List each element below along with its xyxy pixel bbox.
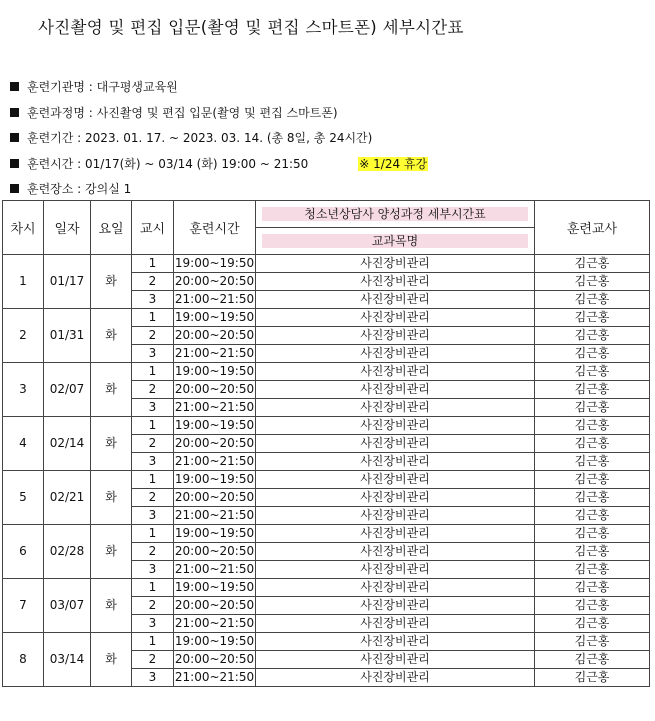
bullet-square-icon <box>10 82 19 91</box>
cell-day: 화 <box>91 363 132 417</box>
cell-period: 3 <box>132 291 174 309</box>
cell-time: 21:00~21:50 <box>174 507 256 525</box>
header-period: 교시 <box>132 201 174 255</box>
table-row <box>3 309 650 327</box>
table-row <box>3 579 650 597</box>
info-institution-text: 훈련기관명 : 대구평생교육원 <box>27 80 178 94</box>
cell-date: 01/17 <box>44 255 91 309</box>
cell-time: 21:00~21:50 <box>174 669 256 687</box>
header-subject-label: 교과목명 <box>262 234 528 248</box>
cell-teacher: 김근홍 <box>535 597 650 615</box>
cell-time: 21:00~21:50 <box>174 291 256 309</box>
cell-teacher: 김근홍 <box>535 363 650 381</box>
bullet-square-icon <box>10 184 19 193</box>
cell-round: 1 <box>3 255 44 309</box>
cell-period: 2 <box>132 381 174 399</box>
cell-round: 5 <box>3 471 44 525</box>
header-round: 차시 <box>3 201 44 255</box>
cell-period: 1 <box>132 309 174 327</box>
cell-subject: 사진장비관리 <box>256 255 535 273</box>
header-time: 훈련시간 <box>174 201 256 255</box>
info-course-text: 훈련과정명 : 사진촬영 및 편집 입문(촬영 및 편집 스마트폰) <box>27 106 338 120</box>
cell-teacher: 김근홍 <box>535 417 650 435</box>
cell-teacher: 김근홍 <box>535 561 650 579</box>
cell-period: 2 <box>132 327 174 345</box>
cell-date: 03/14 <box>44 633 91 687</box>
cell-time: 19:00~19:50 <box>174 579 256 597</box>
cell-period: 1 <box>132 633 174 651</box>
cell-period: 1 <box>132 471 174 489</box>
cell-period: 3 <box>132 345 174 363</box>
cell-subject: 사진장비관리 <box>256 309 535 327</box>
cell-period: 2 <box>132 651 174 669</box>
cell-period: 2 <box>132 273 174 291</box>
cell-time: 21:00~21:50 <box>174 453 256 471</box>
schedule-body <box>3 255 650 687</box>
cell-subject: 사진장비관리 <box>256 489 535 507</box>
cell-time: 20:00~20:50 <box>174 597 256 615</box>
cell-time: 19:00~19:50 <box>174 309 256 327</box>
cell-period: 1 <box>132 255 174 273</box>
cell-teacher: 김근홍 <box>535 273 650 291</box>
cell-teacher: 김근홍 <box>535 633 650 651</box>
info-time <box>10 155 428 172</box>
header-teacher: 훈련교사 <box>535 201 650 255</box>
cell-teacher: 김근홍 <box>535 255 650 273</box>
cell-subject: 사진장비관리 <box>256 543 535 561</box>
cell-teacher: 김근홍 <box>535 435 650 453</box>
cell-subject: 사진장비관리 <box>256 669 535 687</box>
cell-subject: 사진장비관리 <box>256 633 535 651</box>
cell-subject: 사진장비관리 <box>256 399 535 417</box>
cell-subject: 사진장비관리 <box>256 471 535 489</box>
cell-time: 21:00~21:50 <box>174 561 256 579</box>
cell-date: 02/14 <box>44 417 91 471</box>
cell-date: 02/21 <box>44 471 91 525</box>
cell-time: 21:00~21:50 <box>174 399 256 417</box>
cell-period: 2 <box>132 597 174 615</box>
table-row <box>3 471 650 489</box>
cell-period: 3 <box>132 507 174 525</box>
cell-day: 화 <box>91 255 132 309</box>
cell-time: 19:00~19:50 <box>174 633 256 651</box>
cell-subject: 사진장비관리 <box>256 453 535 471</box>
cell-subject: 사진장비관리 <box>256 579 535 597</box>
header-program-label: 청소년상담사 양성과정 세부시간표 <box>262 207 528 221</box>
cell-day: 화 <box>91 471 132 525</box>
info-course <box>10 104 338 121</box>
cell-subject: 사진장비관리 <box>256 417 535 435</box>
cell-day: 화 <box>91 417 132 471</box>
cell-time: 20:00~20:50 <box>174 651 256 669</box>
cell-subject: 사진장비관리 <box>256 363 535 381</box>
info-time-text: 훈련시간 : 01/17(화) ~ 03/14 (화) 19:00 ~ 21:50 <box>27 157 309 171</box>
cell-subject: 사진장비관리 <box>256 381 535 399</box>
cell-day: 화 <box>91 309 132 363</box>
table-row <box>3 417 650 435</box>
header-day: 요일 <box>91 201 132 255</box>
cell-teacher: 김근홍 <box>535 651 650 669</box>
cell-subject: 사진장비관리 <box>256 291 535 309</box>
cell-subject: 사진장비관리 <box>256 435 535 453</box>
cell-time: 19:00~19:50 <box>174 255 256 273</box>
cell-date: 02/07 <box>44 363 91 417</box>
page-title: 사진촬영 및 편집 입문(촬영 및 편집 스마트폰) 세부시간표 <box>38 18 464 37</box>
table-row <box>3 633 650 651</box>
cell-period: 3 <box>132 453 174 471</box>
cell-teacher: 김근홍 <box>535 615 650 633</box>
schedule-table <box>2 200 650 687</box>
cell-time: 20:00~20:50 <box>174 327 256 345</box>
cell-time: 20:00~20:50 <box>174 273 256 291</box>
cell-teacher: 김근홍 <box>535 669 650 687</box>
cell-period: 1 <box>132 525 174 543</box>
cell-round: 8 <box>3 633 44 687</box>
cell-time: 20:00~20:50 <box>174 489 256 507</box>
cell-period: 2 <box>132 435 174 453</box>
cell-teacher: 김근홍 <box>535 543 650 561</box>
cell-period: 2 <box>132 543 174 561</box>
bullet-square-icon <box>10 159 19 168</box>
cell-round: 7 <box>3 579 44 633</box>
cell-time: 19:00~19:50 <box>174 471 256 489</box>
cell-teacher: 김근홍 <box>535 327 650 345</box>
cell-subject: 사진장비관리 <box>256 327 535 345</box>
cell-teacher: 김근홍 <box>535 507 650 525</box>
cell-date: 02/28 <box>44 525 91 579</box>
cell-period: 3 <box>132 615 174 633</box>
bullet-square-icon <box>10 108 19 117</box>
cell-period: 2 <box>132 489 174 507</box>
info-place <box>10 180 131 197</box>
cell-subject: 사진장비관리 <box>256 561 535 579</box>
bullet-square-icon <box>10 133 19 142</box>
cell-teacher: 김근홍 <box>535 399 650 417</box>
cell-teacher: 김근홍 <box>535 309 650 327</box>
cell-subject: 사진장비관리 <box>256 615 535 633</box>
cell-period: 3 <box>132 669 174 687</box>
cell-teacher: 김근홍 <box>535 381 650 399</box>
cell-subject: 사진장비관리 <box>256 597 535 615</box>
cell-teacher: 김근홍 <box>535 489 650 507</box>
cell-period: 1 <box>132 417 174 435</box>
info-period-text: 훈련기간 : 2023. 01. 17. ~ 2023. 03. 14. (총 8일, 총 24시간) <box>27 131 373 145</box>
cell-teacher: 김근홍 <box>535 471 650 489</box>
cell-round: 4 <box>3 417 44 471</box>
cell-period: 1 <box>132 579 174 597</box>
cell-subject: 사진장비관리 <box>256 651 535 669</box>
cell-date: 01/31 <box>44 309 91 363</box>
cell-teacher: 김근홍 <box>535 579 650 597</box>
table-row <box>3 363 650 381</box>
cell-date: 03/07 <box>44 579 91 633</box>
cell-round: 3 <box>3 363 44 417</box>
info-period <box>10 129 372 146</box>
table-row <box>3 255 650 273</box>
cell-time: 19:00~19:50 <box>174 417 256 435</box>
cell-subject: 사진장비관리 <box>256 507 535 525</box>
cell-teacher: 김근홍 <box>535 345 650 363</box>
cell-teacher: 김근홍 <box>535 453 650 471</box>
cell-time: 21:00~21:50 <box>174 615 256 633</box>
info-institution <box>10 78 178 95</box>
cell-teacher: 김근홍 <box>535 525 650 543</box>
cell-subject: 사진장비관리 <box>256 525 535 543</box>
cell-time: 19:00~19:50 <box>174 525 256 543</box>
header-subject <box>256 228 535 255</box>
cell-time: 21:00~21:50 <box>174 345 256 363</box>
cell-period: 3 <box>132 561 174 579</box>
cell-teacher: 김근홍 <box>535 291 650 309</box>
cell-subject: 사진장비관리 <box>256 345 535 363</box>
cell-day: 화 <box>91 633 132 687</box>
header-program <box>256 201 535 228</box>
cell-round: 6 <box>3 525 44 579</box>
cell-time: 19:00~19:50 <box>174 363 256 381</box>
cell-time: 20:00~20:50 <box>174 381 256 399</box>
cell-period: 3 <box>132 399 174 417</box>
cell-subject: 사진장비관리 <box>256 273 535 291</box>
cell-time: 20:00~20:50 <box>174 543 256 561</box>
cell-day: 화 <box>91 579 132 633</box>
info-place-text: 훈련장소 : 강의실 1 <box>27 182 132 196</box>
header-date: 일자 <box>44 201 91 255</box>
table-row <box>3 525 650 543</box>
cell-period: 1 <box>132 363 174 381</box>
cell-round: 2 <box>3 309 44 363</box>
cell-day: 화 <box>91 525 132 579</box>
cell-time: 20:00~20:50 <box>174 435 256 453</box>
holiday-note: ※ 1/24 휴강 <box>359 157 428 171</box>
